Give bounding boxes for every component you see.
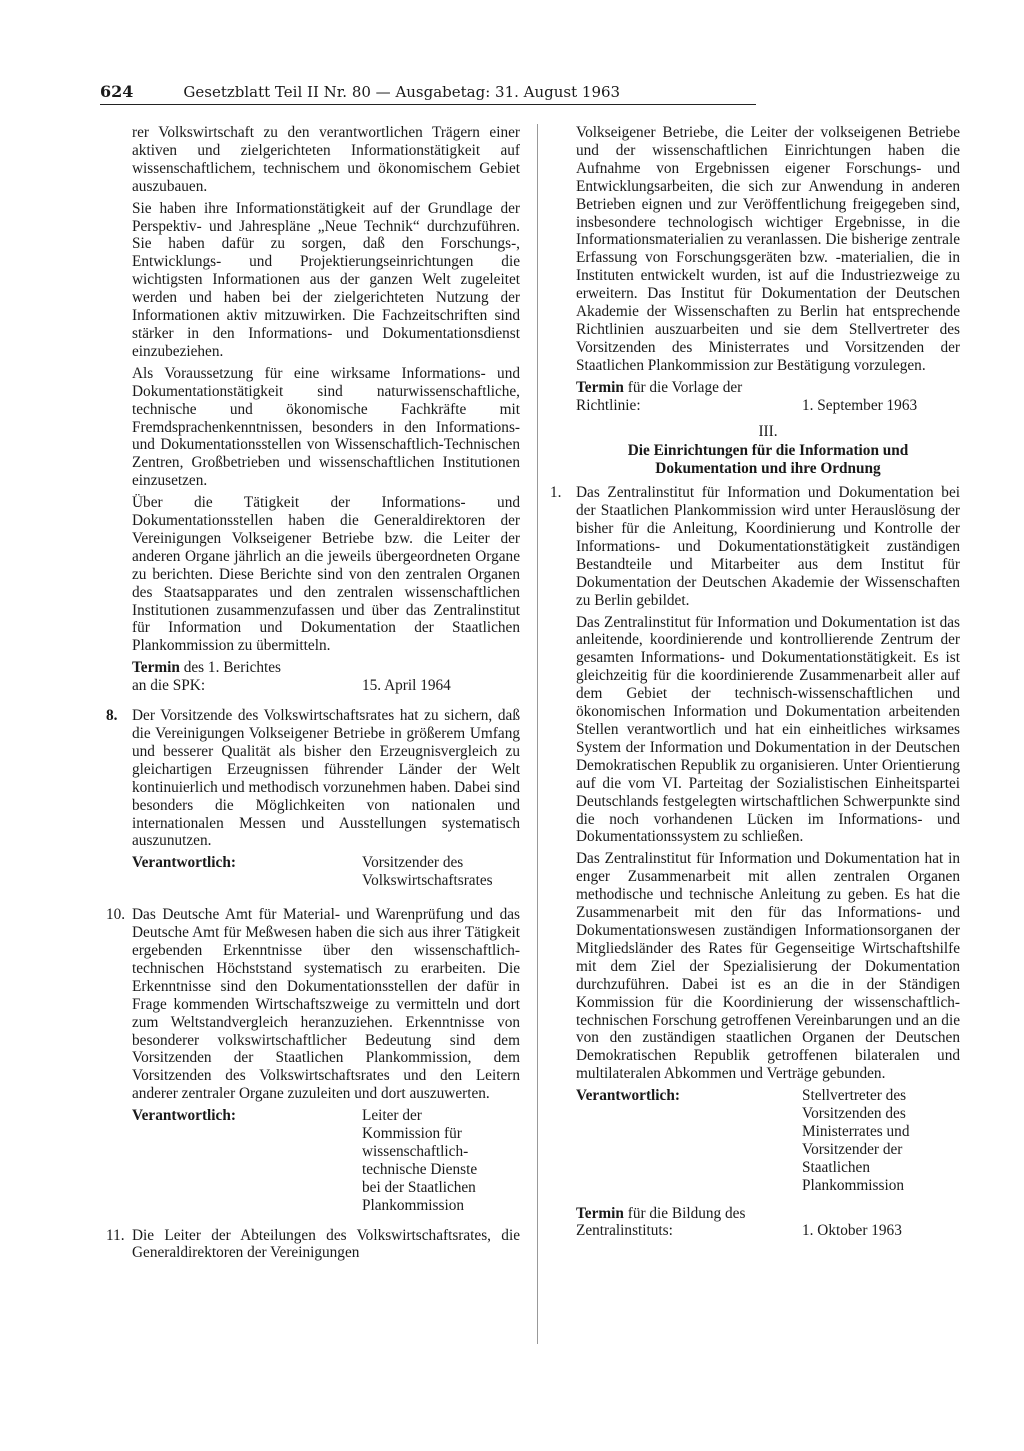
paragraph: Volkseigener Betriebe, die Leiter der volkseigenen Betriebe und der wissenschaftlichen Einrichtungen haben die Aufnahme von Ergebnissen eigener Forschungs- und Entwicklungsarbeiten, die sich zur Anwendung in anderen Betrieben eignen und zur Veröffentlichung freigegeben sind, insbesondere technologisch wichtiger Ergebnisse, in die Informationsmaterialien zu veranlassen. Die bisherige zentrale Erfassung von Forschungsgeräten bzw. -materialien, die in Instituten entwickelt wurden, ist auf die Industriezweige zu erweitern. Das Institut für Dokumentation der Deutschen Akademie der Wissenschaften zu Berlin hat entsprechende Richtlinien auszuarbeiten und sie dem Stellvertreter des Vorsitzenden des Ministerrates und Vorsitzenden der Staatlichen Plankommission zur Bestätigung vorzulegen.: [576, 124, 960, 374]
responsible-label: Verantwortlich:: [132, 854, 236, 872]
responsible-row: [132, 1107, 520, 1214]
header-rule: [100, 104, 756, 105]
numbered-item-10: [106, 906, 520, 1103]
numbered-item-1: [550, 484, 960, 609]
deadline-text: für die Bildung des: [627, 1204, 746, 1222]
item-text: Die Leiter der Abteilungen des Volkswirtschaftsrates, die Generaldirektoren der Vereinigungen: [132, 1226, 520, 1262]
deadline-date: 15. April 1964: [362, 677, 451, 695]
page-number: 624: [100, 82, 134, 101]
deadline-label: Termin: [132, 659, 180, 677]
deadline-label-block: [576, 379, 802, 415]
deadline-date: 1. Oktober 1963: [802, 1222, 902, 1240]
paragraph: Sie haben ihre Informationstätigkeit auf der Grundlage der Perspektiv- und Jahrespläne „Neue Technik“ durchzuführen. Sie haben dafür zu sorgen, daß den Forschungs-, Entwicklungs- und Projektierungseinrichtungen die wichtigsten Informationen aus der ganzen Welt zugeleitet werden und haben bei der zielgerichteten Nutzung der Informationen aktiv mitzuwirken. Die Fachzeitschriften sind stärker in den Informations- und Dokumentationsdienst einzubeziehen.: [132, 199, 520, 360]
responsible-label: Verantwortlich:: [132, 1107, 236, 1125]
column-divider: [537, 124, 538, 1344]
section-number: III.: [758, 422, 778, 440]
item-number: 1.: [550, 484, 562, 502]
deadline-label-block: [132, 659, 362, 695]
paragraph: rer Volkswirtschaft zu den verantwortlichen Trägern einer aktiven und zielgerichteten Informationstätigkeit auf wissenschaftlichem, technischem und ökonomischem Gebiet auszubauen.: [132, 124, 520, 195]
header-title: Gesetzblatt Teil II Nr. 80 — Ausgabetag: 31. August 1963: [183, 83, 621, 101]
section-title: [576, 442, 960, 478]
deadline-label-block: [576, 1205, 802, 1241]
deadline-date: 1. September 1963: [802, 396, 918, 414]
item-number: 8.: [106, 707, 118, 725]
section-title-line1: Die Einrichtungen für die Information und: [627, 442, 909, 460]
item-number: 11.: [106, 1226, 125, 1244]
page-header: [100, 82, 756, 101]
deadline-text-line2: Richtlinie:: [576, 396, 641, 414]
deadline-label: Termin: [576, 378, 624, 396]
paragraph: Das Zentralinstitut für Information und Dokumentation ist das anleitende, koordinierende und kontrollierende Zentrum der gesamten Informations- und Dokumentationstätigkeit. Es ist gleichzeitig für die koordinierende Zusammenarbeit aller auf dem Gebiet der technisch-wissenschaftlichen und ökonomischen Information und Dokumentation arbeitenden Stellen verantwortlich und hat ein einheitliches wirksames System der Information und Dokumentation in der Deutschen Demokratischen Republik zu organisieren. Unter Orientierung auf die vom VI. Parteitag der Sozialistischen Einheitspartei Deutschlands festgelegten wirtschaftlichen Schwerpunkte sind die noch vorhandenen Lücken im Informations- und Dokumentationssystem zu schließen.: [576, 613, 960, 846]
deadline-text-line2: Zentralinstituts:: [576, 1222, 673, 1240]
responsible-value: Stellvertreter des Vorsitzenden des Ministerrates und Vorsitzender der Staatlichen Plankommission: [802, 1087, 910, 1194]
deadline-text-line2: an die SPK:: [132, 677, 206, 695]
item-text: Das Zentralinstitut für Information und Dokumentation bei der Staatlichen Plankommission wird unter Herauslösung der bisher für die Anleitung, Koordinierung und Kontrolle der Informations- und Dokumentationstätigkeit zuständigen Bestandteile und Mitarbeiter aus dem Institut für Dokumentation der Deutschen Akademie der Wissenschaften zu Berlin gebildet.: [576, 484, 960, 609]
deadline-text: für die Vorlage der: [627, 378, 743, 396]
right-column: [550, 124, 960, 1246]
paragraph: Das Zentralinstitut für Information und Dokumentation hat in enger Zusammenarbeit mit allen zentralen Organen methodische und technische Anleitung zu geben. Es hat die Zusammenarbeit mit den für das Informations- und Dokumentationswesen zuständigen Informationsorganen der Mitgliedsländer des Rates für Gegenseitige Wirtschaftshilfe mit dem Ziel der Spezialisierung der Dokumentation durchzuführen. Dabei ist es an die in der Ständigen Kommission für die Koordinierung der wissenschaftlich-technischen Forschung getroffenen Vereinbarungen und an die von den zuständigen staatlichen Organen der Deutschen Demokratischen Republik getroffenen bilateralen und multilateralen Abkommen und Verträge gebunden.: [576, 850, 960, 1083]
section-title-line2: Dokumentation und ihre Ordnung: [655, 460, 881, 478]
item-number: 10.: [106, 906, 126, 924]
deadline-label: Termin: [576, 1204, 624, 1222]
deadline-row: [132, 659, 520, 695]
numbered-item-8: [106, 707, 520, 850]
responsible-value: Vorsitzender des Volkswirtschaftsrates: [362, 854, 493, 890]
paragraph: Über die Tätigkeit der Informations- und Dokumentationsstellen haben die Generaldirektoren der Vereinigungen Volkseigener Betriebe bzw. die Leiter der anderen Organe jährlich an die jeweils übergeordneten Organe zu berichten. Diese Berichte sind von den zentralen Organen des Staatsapparates und den zentralen wissenschaftlichen Institutionen zusammenzufassen und über das Zentralinstitut für Information und Dokumentation der Staatlichen Plankommission zu übermitteln.: [132, 494, 520, 655]
responsible-row: [132, 854, 520, 890]
responsible-row: [576, 1087, 960, 1194]
item-text: Das Deutsche Amt für Material- und Warenprüfung und das Deutsche Amt für Meßwesen haben die sich aus ihrer Tätigkeit ergebenden Erkenntnisse über den wissenschaftlich-technischen Höchststand systematisch zu erarbeiten. Die Erkenntnisse sind den Dokumentationsstellen der dafür in Frage kommenden Wirtschaftszweige zu vermitteln und dort zum Weltstandvergleich heranzuziehen. Erkenntnisse von besonderer volkswirtschaftlicher Bedeutung sind dem Vorsitzenden der Staatlichen Plankommission, dem Vorsitzenden des Volkswirtschaftsrates und den Leitern anderer zentraler Organe zuzuleiten und dort auszuwerten.: [132, 906, 520, 1103]
left-column: [106, 124, 520, 1266]
deadline-row: [576, 379, 960, 415]
responsible-label: Verantwortlich:: [576, 1087, 680, 1105]
numbered-item-11: [106, 1226, 520, 1263]
item-text: Der Vorsitzende des Volkswirtschaftsrates hat zu sichern, daß die Vereinigungen Volkseigener Betriebe in größerem Umfang und besserer Qualität als bisher den Erzeugnisvergleich zu gleichartigen Erzeugnissen führender Länder der Welt kontinuierlich und methodisch vorzunehmen haben. Dabei sind besonders die Möglichkeiten von nationalen und internationalen Messen und Ausstellungen systematisch auszunutzen.: [132, 707, 520, 850]
deadline-text: des 1. Berichtes: [183, 659, 281, 677]
responsible-value: Leiter der Kommission für wissenschaftlich-technische Dienste bei der Staatlichen Plankommission: [362, 1107, 478, 1214]
paragraph: Als Voraussetzung für eine wirksame Informations- und Dokumentationstätigkeit sind naturwissenschaftliche, technische und ökonomische Fachkräfte mit Fremdsprachenkenntnissen, besonders in den Informations- und Dokumentationsstellen von Wissenschaftlich-Technischen Zentren, Großbetrieben und wissenschaftlichen Institutionen einzusetzen.: [132, 364, 520, 490]
deadline-row: [576, 1205, 960, 1241]
